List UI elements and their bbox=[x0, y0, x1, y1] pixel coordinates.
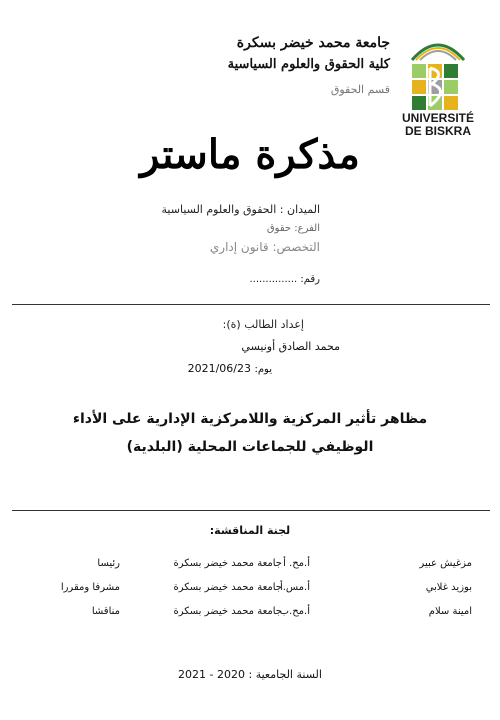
logo-text-line2: DE BISKRA bbox=[404, 124, 471, 138]
committee-label: لجنة المناقشة: bbox=[209, 524, 291, 537]
member-rank: أ.مح.ب bbox=[279, 606, 310, 617]
document-number: رقم: ............... bbox=[249, 274, 320, 285]
field-domain: الميدان : الحقوق والعلوم السياسية bbox=[161, 203, 320, 216]
academic-year: السنة الجامعية : 2020 - 2021 bbox=[178, 668, 322, 681]
committee-row bbox=[0, 582, 500, 600]
member-university: جامعة محمد خيضر بسكرة bbox=[173, 606, 282, 617]
document-title: مذكرة ماستر bbox=[140, 131, 360, 178]
member-role: رئيسا bbox=[97, 558, 120, 569]
divider-top bbox=[12, 304, 490, 305]
student-name: محمد الصادق أونيسي bbox=[241, 340, 340, 353]
member-rank: أ.مس.أ bbox=[279, 582, 310, 593]
divider-bottom bbox=[12, 510, 490, 511]
university-header bbox=[150, 34, 390, 98]
member-name: بوزيد غلابي bbox=[425, 582, 472, 593]
committee-row bbox=[0, 558, 500, 576]
member-rank: أ.مح. أ bbox=[283, 558, 310, 569]
field-branch: الفرع: حقوق bbox=[266, 223, 320, 234]
field-specialty: التخصص: قانون إداري bbox=[209, 240, 320, 254]
member-name: مزغيش عبير bbox=[419, 558, 472, 569]
committee-row bbox=[0, 606, 500, 624]
member-university: جامعة محمد خيضر بسكرة bbox=[173, 582, 282, 593]
member-role: مشرفا ومقررا bbox=[60, 582, 120, 593]
member-university: جامعة محمد خيضر بسكرة bbox=[173, 558, 282, 569]
defense-date-line bbox=[188, 362, 272, 375]
department-name: قسم الحقوق bbox=[330, 83, 390, 96]
thesis-title-line2: الوظيفي للجماعات المحلية (البلدية) bbox=[126, 439, 374, 455]
defense-date: 2021/06/23 bbox=[187, 362, 251, 375]
logo-text-line1: UNIVERSITÉ bbox=[401, 111, 474, 125]
thesis-title-line1: مظاهر تأثير المركزية واللامركزية الإدارية على الأداء bbox=[72, 411, 428, 427]
member-role: مناقشا bbox=[91, 606, 120, 617]
date-label: يوم: bbox=[254, 364, 272, 375]
prepared-by-label: إعداد الطالب (ة): bbox=[222, 318, 304, 331]
thesis-title bbox=[0, 405, 500, 461]
faculty-name: كلية الحقوق والعلوم السياسية bbox=[227, 57, 390, 72]
member-name: امينة سلام bbox=[428, 606, 472, 617]
university-name: جامعة محمد خيضر بسكرة bbox=[236, 35, 390, 51]
